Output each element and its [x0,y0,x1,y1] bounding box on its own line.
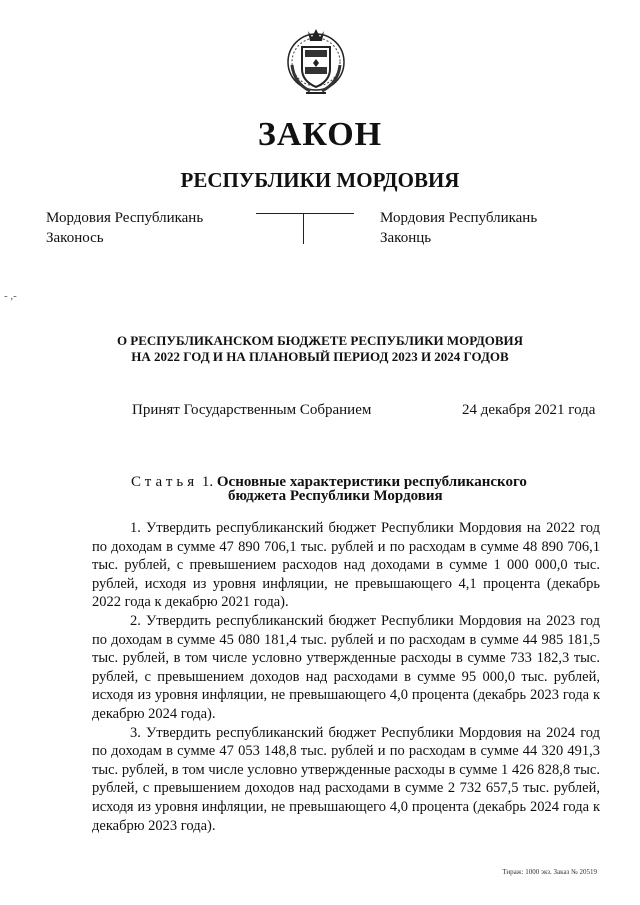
article-number: 1. [201,474,214,490]
margin-mark: - ,- [4,290,17,302]
print-info: Тираж: 1000 экз. Заказ № 20519 [502,868,597,876]
law-name-line: О РЕСПУБЛИКАНСКОМ БЮДЖЕТЕ РЕСПУБЛИКИ МОРДОВИЯ [116,333,524,348]
article-body [92,519,600,835]
article-heading: Основные характеристики республиканского [216,474,527,490]
header-divider-stem [303,214,304,244]
left-language-block [46,208,203,248]
document-subtitle: РЕСПУБЛИКИ МОРДОВИЯ [180,168,460,192]
right-language-line: Законць [380,230,432,246]
document-title: ЗАКОН [257,116,383,153]
adopted-by: Принят Государственным Собранием [132,402,372,418]
article-word: Статья [131,474,199,490]
law-name [0,333,640,365]
left-language-line: Законось [46,230,104,246]
coat-of-arms-icon [284,25,348,99]
article-paragraph: 1. Утвердить республиканский бюджет Республики Мордовия на 2022 год по доходам в сумме 47 890 706,1 тыс. рублей и по расходам в сумме 48 890 706,1 тыс. рублей, с превышением расходов над доходами в сумме 1 000 000,0 тыс. рублей, исходя из уровня инфляции, не превышающего 4,1 процента (декабрь 2022 года к декабрю 2021 года). [92,520,600,611]
article-paragraph: 2. Утвердить республиканский бюджет Республики Мордовия на 2023 год по доходам в сумме 45 080 181,4 тыс. рублей и по расходам в сумме 44 985 181,5 тыс. рублей, в том числе условно утвержденные расходы в сумме 733 182,3 тыс. рублей, с превышением доходов над расходами в сумме 95 000,0 тыс. рублей, исходя из уровня инфляции, не превышающего 4,0 процента (декабрь 2023 года к декабрю 2024 года). [92,612,600,722]
right-language-line: Мордовия Республикань [380,210,538,226]
article-paragraph: 3. Утвердить республиканский бюджет Республики Мордовия на 2024 год по доходам в сумме 47 053 148,8 тыс. рублей и по расходам в сумме 44 320 491,3 тыс. рублей, в том числе условно утвержденные расходы в сумме 1 426 828,8 тыс. рублей, с превышением доходов над расходами в сумме 2 732 657,5 тыс. рублей, исходя из уровня инфляции, не превышающего 4,0 процента (декабрь 2024 года к декабрю 2023 года). [92,724,600,834]
law-name-line: НА 2022 ГОД И НА ПЛАНОВЫЙ ПЕРИОД 2023 И 2024 ГОДОВ [131,349,509,364]
left-language-line: Мордовия Республикань [46,210,204,226]
article-heading-line2: бюджета Республики Мордовия [228,488,443,504]
adopted-date: 24 декабря 2021 года [462,402,596,418]
header-divider [256,213,354,214]
right-language-block [380,208,537,248]
